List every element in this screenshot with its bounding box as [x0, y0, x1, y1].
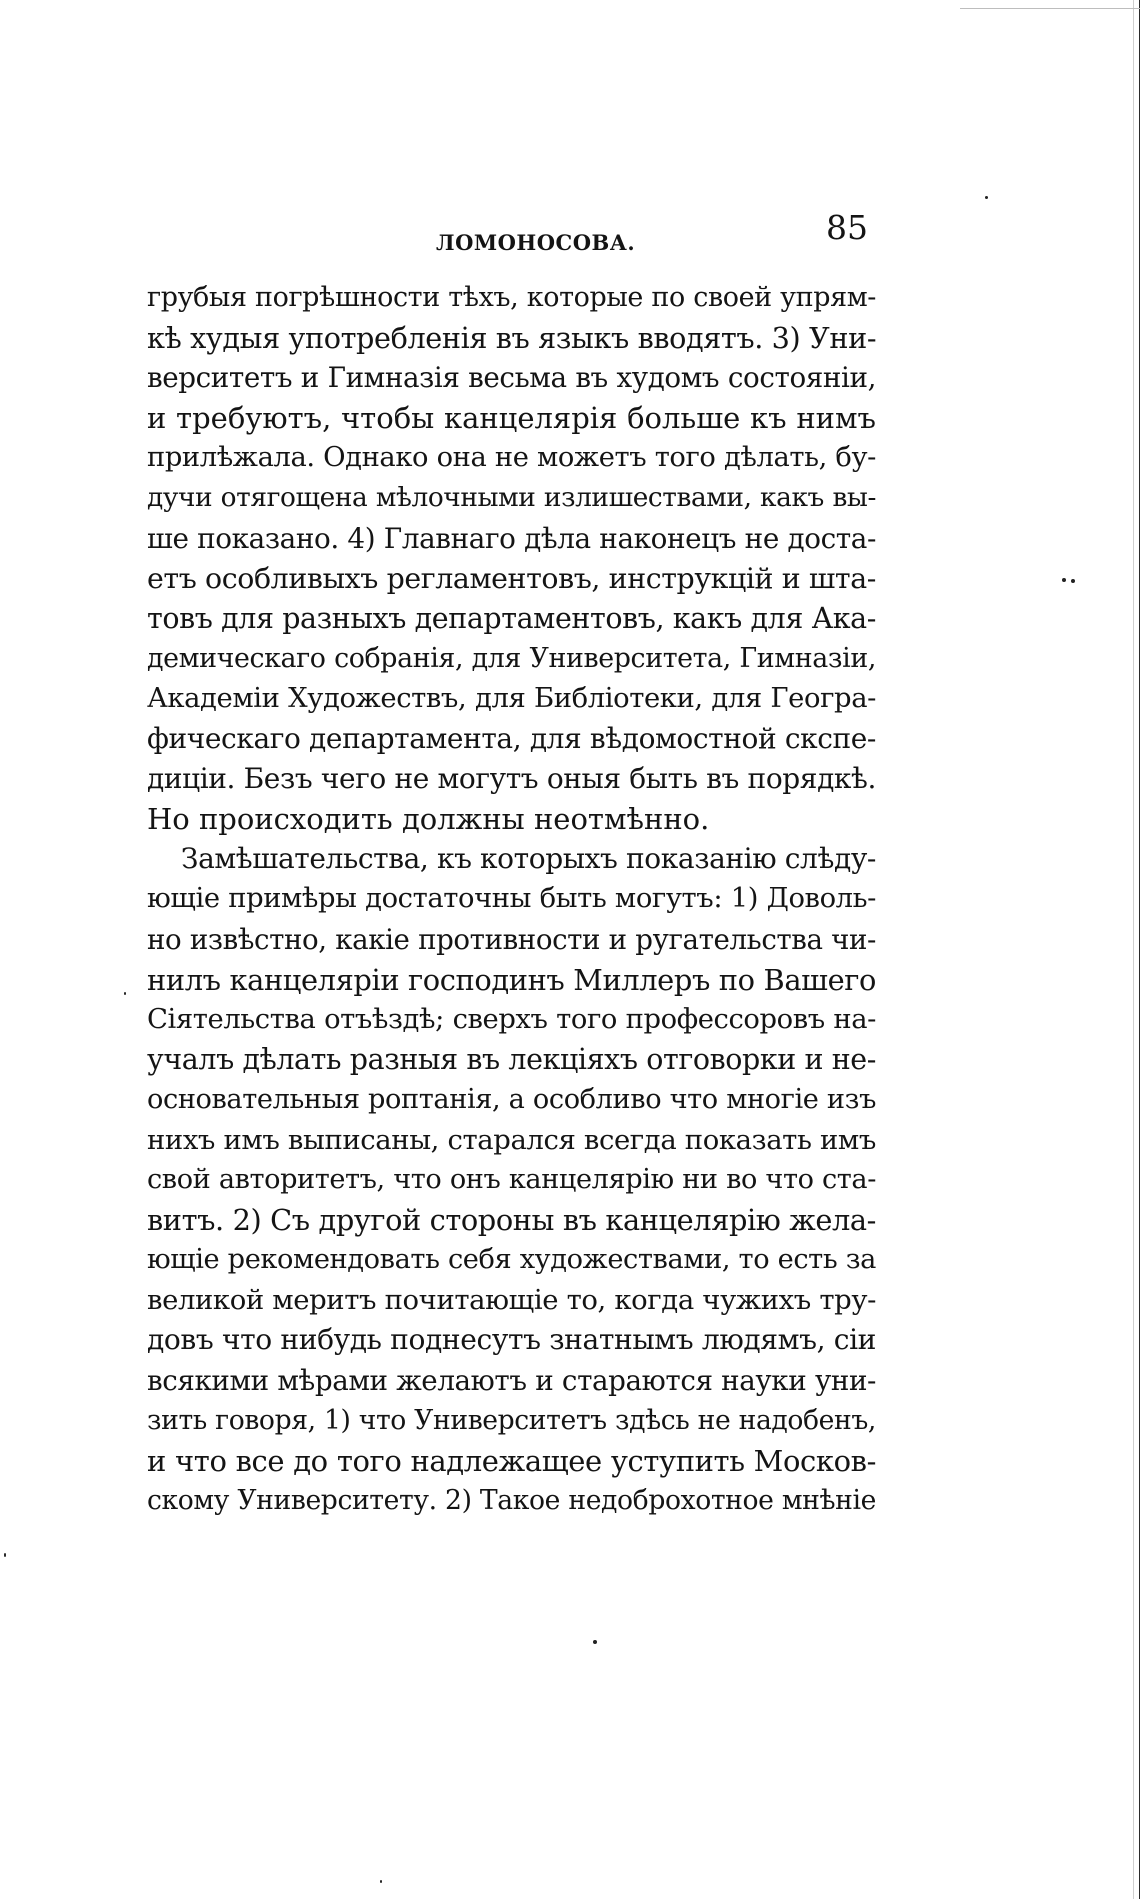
text-line: довъ что нибудь поднесутъ знатнымъ людямъ, сіи: [147, 1323, 876, 1357]
text-line: верситетъ и Гимназія весьма въ худомъ состояніи,: [147, 361, 876, 395]
page-number: 85: [826, 208, 868, 247]
text-line: но извѣстно, какіе противности и ругательства чи-: [147, 922, 876, 956]
text-line: ющіе примѣры достаточны быть могутъ: 1) Доволь-: [147, 883, 876, 915]
text-line: нихъ имъ выписаны, старался всегда показать имъ: [147, 1123, 876, 1156]
text-line: Сіятельства отъѣздѣ; сверхъ того профессоровъ на-: [147, 1003, 876, 1035]
scan-speck: [380, 1880, 382, 1883]
text-line: ющіе рекомендовать себя художествами, то есть за: [147, 1244, 876, 1276]
text-line: нилъ канцеляріи господинъ Миллеръ по Вашего: [147, 962, 876, 997]
scan-speck: [1062, 578, 1066, 582]
scan-speck: [4, 1553, 6, 1557]
text-line: великой меритъ почитающіе то, когда чужихъ тру-: [147, 1284, 876, 1317]
body-text: [147, 278, 876, 1521]
scan-speck: [593, 1640, 597, 1644]
text-line: демическаго собранія, для Университета, Гимназіи,: [147, 642, 876, 674]
text-line: фическаго департамента, для вѣдомостной скспе-: [147, 722, 876, 756]
top-rule: [960, 8, 1140, 9]
text-line: ше показано. 4) Главнаго дѣла наконецъ не доста-: [147, 521, 876, 555]
text-line: зить говоря, 1) что Университетъ здѣсь не надобенъ,: [147, 1404, 876, 1436]
scan-speck: [985, 196, 988, 199]
paragraph-first-line: Замѣшательства, къ которыхъ показанію слѣду-: [181, 842, 876, 876]
text-line: всякими мѣрами желаютъ и стараются науки уни-: [147, 1363, 876, 1397]
text-line: и требуютъ, чтобы канцелярія больше къ нимъ: [147, 401, 876, 436]
running-title: ЛОМОНОСОВА.: [436, 230, 636, 255]
text-line: Но происходить должны неотмѣнно.: [147, 802, 710, 837]
scan-speck: [1071, 579, 1075, 583]
text-line: етъ особливыхъ регламентовъ, инструкцій и шта-: [147, 561, 876, 595]
text-line: учалъ дѣлать разныя въ лекціяхъ отговорки и не-: [147, 1042, 876, 1076]
text-line: основательныя роптанія, а особливо что многіе изъ: [147, 1083, 876, 1115]
text-line: грубыя погрѣшности тѣхъ, которые по своей упрям-: [147, 282, 876, 313]
text-line: товъ для разныхъ департаментовъ, какъ для Ака-: [147, 601, 876, 635]
text-line: витъ. 2) Съ другой стороны въ канцелярію жела-: [147, 1203, 876, 1238]
scan-speck: [124, 992, 126, 995]
text-line: диціи. Безъ чего не могутъ оныя быть въ порядкѣ.: [147, 762, 876, 796]
text-line: и что все до того надлежащее уступить Москов-: [147, 1443, 876, 1478]
text-line: дучи отягощена мѣлочными излишествами, какъ вы-: [147, 483, 876, 514]
text-line: Академіи Художествъ, для Библіотеки, для Геогра-: [147, 682, 876, 714]
text-line: свой авторитетъ, что онъ канцелярію ни во что ста-: [147, 1164, 876, 1196]
text-line: прилѣжала. Однако она не можетъ того дѣлать, бу-: [147, 442, 876, 474]
text-line: кѣ худыя употребленія въ языкъ вводятъ. 3) Уни-: [147, 321, 877, 356]
page-edge-shadow: [1133, 0, 1134, 1899]
text-line: скому Университету. 2) Такое недоброхотное мнѣніе: [147, 1484, 876, 1516]
